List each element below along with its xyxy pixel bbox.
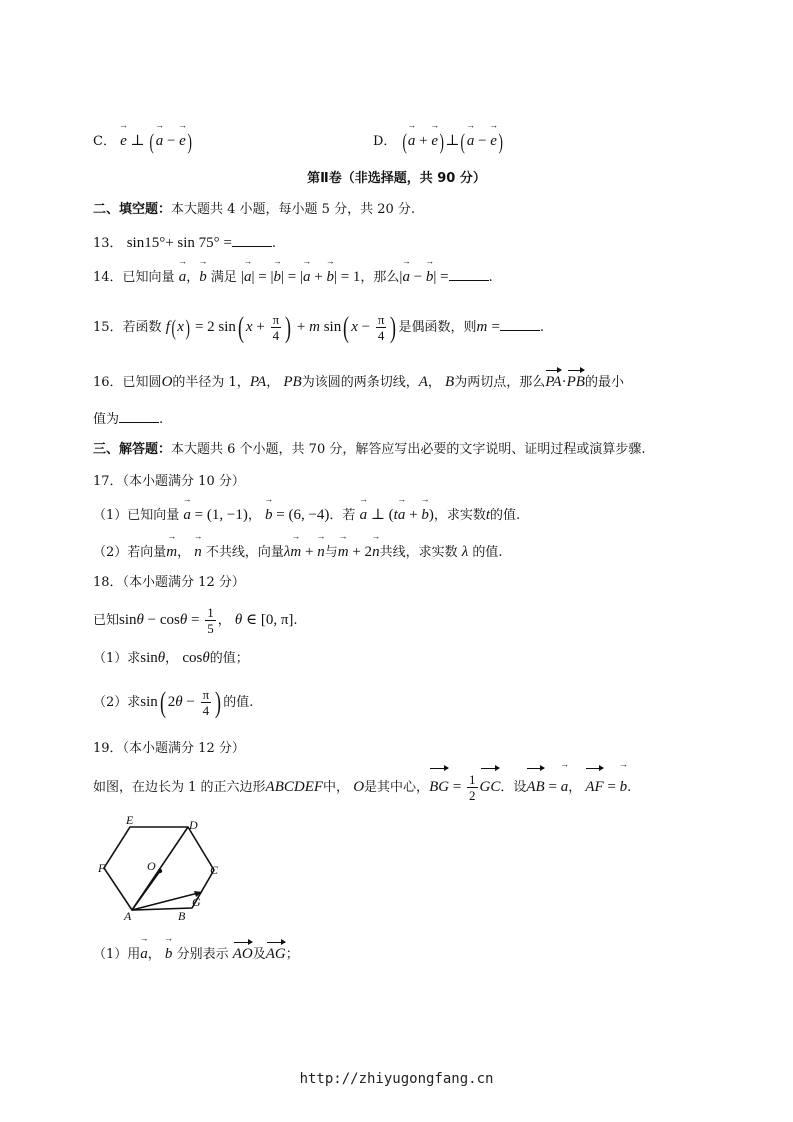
option-d-label: D． xyxy=(373,134,397,149)
label-c: C xyxy=(210,863,219,877)
q17-part2: （2）若向量→ m， → n 不共线，向量λ→ m + → n与→ m + 2→ n共线，求实数 λ 的值. xyxy=(93,542,503,563)
label-g: G xyxy=(192,895,201,909)
option-d-formula: (→ a + → e)⊥(→ a − → e) xyxy=(401,133,505,149)
q18-part1: （1）求sinθ， cosθ的值； xyxy=(93,650,249,666)
q17-p2-e: 的值. xyxy=(472,545,503,560)
label-o: O xyxy=(147,859,156,873)
section-title: 第Ⅱ卷（非选择题，共 90 分） xyxy=(307,171,486,186)
q13-number: 13． xyxy=(93,236,123,251)
label-b: B xyxy=(178,909,186,922)
q17-p2-b: 不共线，向量 xyxy=(205,545,284,560)
part3-header xyxy=(93,440,646,460)
q19-p1-a: （1）用 xyxy=(93,947,141,962)
q18-p2-a: （2）求 xyxy=(93,695,141,710)
q17-p2-d: 共线，求实数 xyxy=(379,545,458,560)
q19-text: 如图，在边长为 1 的正六边形ABCDEF中， O是其中心，BG = $\frac{1}{2}$ GC．设AB = → a， AF = → b. xyxy=(93,770,631,805)
q15-number: 15． xyxy=(93,320,123,335)
q19-p1-b: 分别表示 xyxy=(176,947,229,962)
q18-p1-b: 的值； xyxy=(209,651,249,666)
q13-blank[interactable] xyxy=(232,233,272,247)
q14-blank[interactable] xyxy=(449,267,489,281)
center-point xyxy=(158,869,162,873)
q15-blank[interactable] xyxy=(500,317,540,331)
q17-title: 17．（本小题满分 10 分） xyxy=(93,474,245,489)
q15-function: f(x) = 2 sin( x + $\frac{\pi}{4}$ ) + m sin( x − $\frac{\pi}{4}$ ) xyxy=(165,310,397,344)
q17-part1: （1）已知向量 → a = (1, −1)， → b = (6, −4)．若 → a ⊥ (t→ a + → b)，求实数t的值. xyxy=(93,505,520,526)
part2-header xyxy=(93,200,415,220)
q15-text1: 若函数 xyxy=(122,320,162,335)
footer-url: http://zhiyugongfang.cn xyxy=(299,1071,494,1087)
label-a: A xyxy=(124,909,132,922)
option-c xyxy=(93,128,193,154)
q14-text3: ，那么 xyxy=(360,270,400,285)
q18-given: 已知sinθ − cosθ = $\frac{1}{5}$ ， θ ∈ [0, π]. xyxy=(93,605,298,637)
q15-text2: 是偶函数，则 xyxy=(398,320,477,335)
q16-text6: 值为 xyxy=(93,412,120,427)
q17-p1-b: ．若 xyxy=(329,508,356,523)
q17-p2-a: （2）若向量 xyxy=(93,545,167,560)
q17-p1-d: 的值. xyxy=(490,508,521,523)
part3-desc: 本大题共 6 个小题，共 70 分，解答应写出必要的文字说明、证明过程或演算步骤. xyxy=(171,442,646,457)
q14-condition: |→ a| = |→ b| = |→ a + → b| = 1 xyxy=(241,269,360,285)
q19-p1-c: 及 xyxy=(252,947,266,962)
hexagon-figure xyxy=(92,812,234,922)
question-14: 14．已知向量 → a，→ b 满足 |→ a| = |→ b| = |→ a + → b| = 1，那么|→ a − → b| = . xyxy=(93,267,493,288)
q18-p2-b: 的值. xyxy=(223,695,254,710)
q16-text4: 为两切点，那么 xyxy=(454,375,546,390)
q14-number: 14． xyxy=(93,270,123,285)
label-d: D xyxy=(189,818,198,832)
option-d xyxy=(373,128,504,154)
question-16-line2: 值为 . xyxy=(93,409,163,430)
question-13: 13． sin15°+ sin 75° = . xyxy=(93,235,277,251)
q16-text5: 的最小 xyxy=(584,375,624,390)
q13-formula: sin15°+ sin 75° = xyxy=(126,235,232,251)
q19-text2: 中， xyxy=(323,780,350,795)
question-15: 15．若函数 f(x) = 2 sin( x + $\frac{\pi}{4}$ ) + m sin( x − $\frac{\pi}{4}$ ) 是偶函数，则m = . xyxy=(93,310,545,344)
q18-given-label: 已知 xyxy=(93,613,120,628)
q19-part1: （1）用→ a， → b 分别表示 AO及AG； xyxy=(93,944,299,965)
q19-text1: 如图，在边长为 1 的正六边形 xyxy=(93,780,266,795)
q19-title: 19．（本小题满分 12 分） xyxy=(93,741,245,756)
q18-title: 18．（本小题满分 12 分） xyxy=(93,575,245,590)
q16-text3: 为该圆的两条切线， xyxy=(301,375,419,390)
q18-part2: （2）求sin( 2θ − $\frac{\pi}{4}$ ) 的值. xyxy=(93,685,254,719)
q16-blank[interactable] xyxy=(119,409,159,423)
label-f: F xyxy=(98,861,106,875)
part2-desc: 本大题共 4 小题，每小题 5 分，共 20 分. xyxy=(171,202,416,217)
q16-text2: 的半径为 1， xyxy=(172,375,250,390)
question-16-line1: 16．已知圆O的半径为 1，PA， PB为该圆的两条切线，A， B为两切点，那么PA·PB的最小 xyxy=(93,374,624,390)
q17-p1-c: ，求实数 xyxy=(433,508,486,523)
q17-p2-c: 与 xyxy=(324,545,338,560)
q16-text1: 已知圆 xyxy=(122,375,162,390)
q18-p1-a: （1）求 xyxy=(93,651,141,666)
q14-text1: 已知向量 xyxy=(122,270,175,285)
part3-header-label: 三、解答题： xyxy=(93,442,172,457)
option-c-formula: → e ⊥ (→ a − → e) xyxy=(120,133,193,149)
q19-text4: ．设 xyxy=(500,780,527,795)
q16-number: 16． xyxy=(93,375,123,390)
label-e: E xyxy=(126,813,134,827)
q14-text2: 满足 xyxy=(210,270,237,285)
q19-text3: 是其中心， xyxy=(364,780,430,795)
part2-header-label: 二、填空题： xyxy=(93,202,172,217)
q17-p1-a: （1）已知向量 xyxy=(93,508,180,523)
option-c-label: C． xyxy=(93,134,116,149)
